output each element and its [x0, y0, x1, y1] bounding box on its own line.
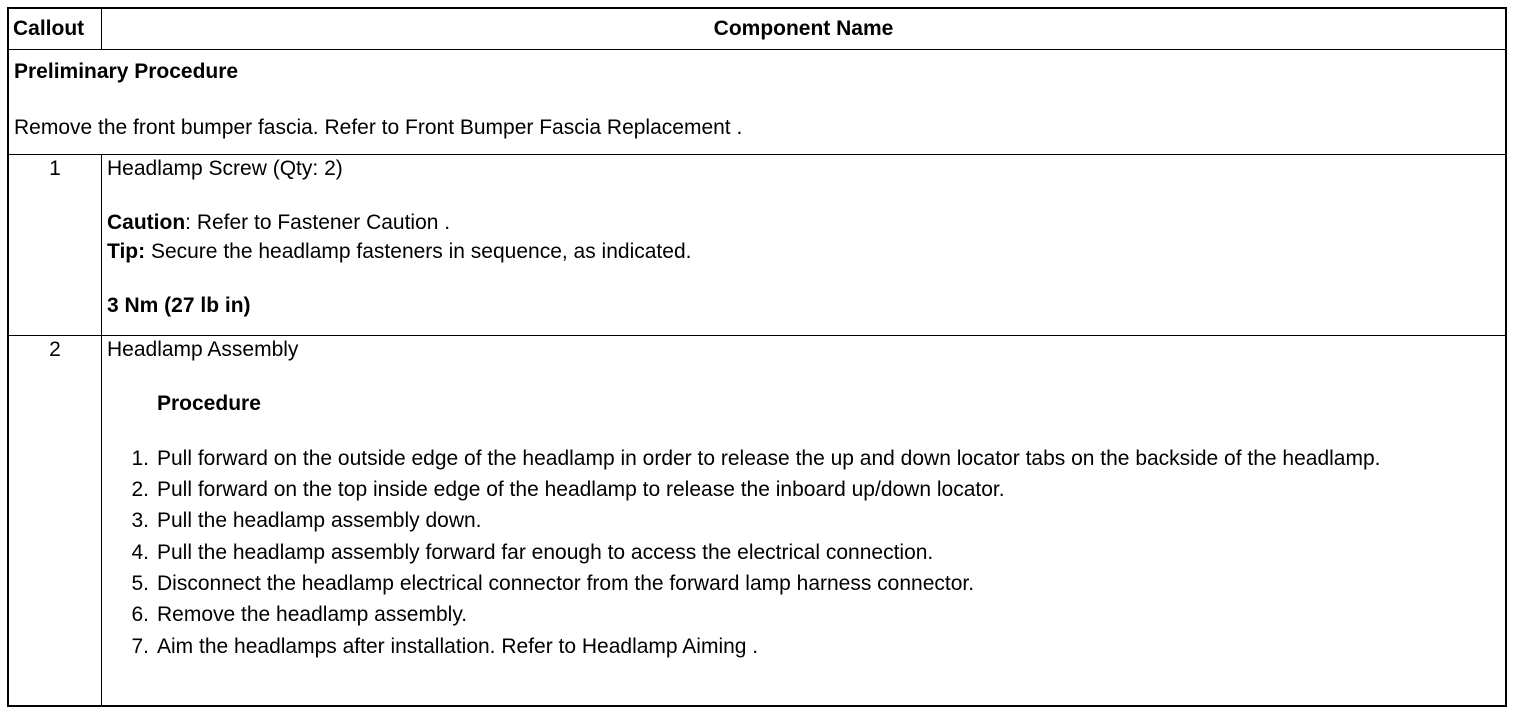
list-item [131, 507, 1500, 535]
component-name: Headlamp Screw (Qty: 2) [107, 157, 343, 180]
step-number: 1. [131, 446, 149, 470]
caution-text: : Refer to Fastener Caution . [185, 211, 451, 235]
step-text: Pull the headlamp assembly down. [157, 509, 482, 533]
step-text: Pull forward on the top inside edge of the headlamp to release the inboard up/down locator. [157, 478, 1005, 502]
procedure-table [9, 9, 1505, 705]
list-item [131, 570, 1500, 598]
tip-text: Secure the headlamp fasteners in sequence, as indicated. [145, 239, 692, 263]
step-text: Remove the headlamp assembly. [157, 603, 468, 627]
step-text: Aim the headlamps after installation. Refer to Headlamp Aiming . [157, 634, 759, 658]
component-cell [102, 155, 1506, 336]
list-item [131, 445, 1500, 473]
step-number: 2. [131, 478, 149, 502]
torque-spec: 3 Nm (27 lb in) [107, 294, 251, 318]
list-item [131, 539, 1500, 567]
component-cell [102, 336, 1506, 706]
table-row [9, 155, 1505, 336]
tip-line [107, 238, 1500, 266]
step-number: 4. [131, 540, 149, 564]
table-header-row [9, 9, 1505, 50]
preliminary-text: Remove the front bumper fascia. Refer to Front Bumper Fascia Replacement . [14, 116, 743, 140]
caution-label: Caution [107, 211, 186, 235]
callout-number: 1 [9, 155, 102, 336]
list-item [131, 601, 1500, 629]
list-item [131, 476, 1500, 504]
procedure-heading: Procedure [157, 392, 261, 416]
preliminary-title: Preliminary Procedure [14, 60, 239, 83]
list-item [131, 633, 1500, 661]
step-text: Disconnect the headlamp electrical connector from the forward lamp harness connector. [157, 572, 975, 596]
step-number: 7. [131, 634, 149, 658]
component-name: Headlamp Assembly [107, 338, 299, 361]
procedure-table-container [7, 7, 1507, 707]
step-number: 6. [131, 603, 149, 627]
step-number: 5. [131, 572, 149, 596]
step-text: Pull forward on the outside edge of the headlamp in order to release the up and down locator tabs on the backside of the headlamp. [157, 446, 1381, 470]
procedure-steps [107, 445, 1500, 661]
header-callout: Callout [9, 9, 102, 50]
caution-line [107, 209, 1500, 237]
table-row [9, 336, 1505, 706]
step-text: Pull the headlamp assembly forward far enough to access the electrical connection. [157, 540, 934, 564]
callout-number: 2 [9, 336, 102, 706]
step-number: 3. [131, 509, 149, 533]
header-component-name: Component Name [102, 9, 1506, 50]
preliminary-cell [9, 50, 1505, 155]
tip-label: Tip: [107, 239, 146, 263]
preliminary-row [9, 50, 1505, 155]
